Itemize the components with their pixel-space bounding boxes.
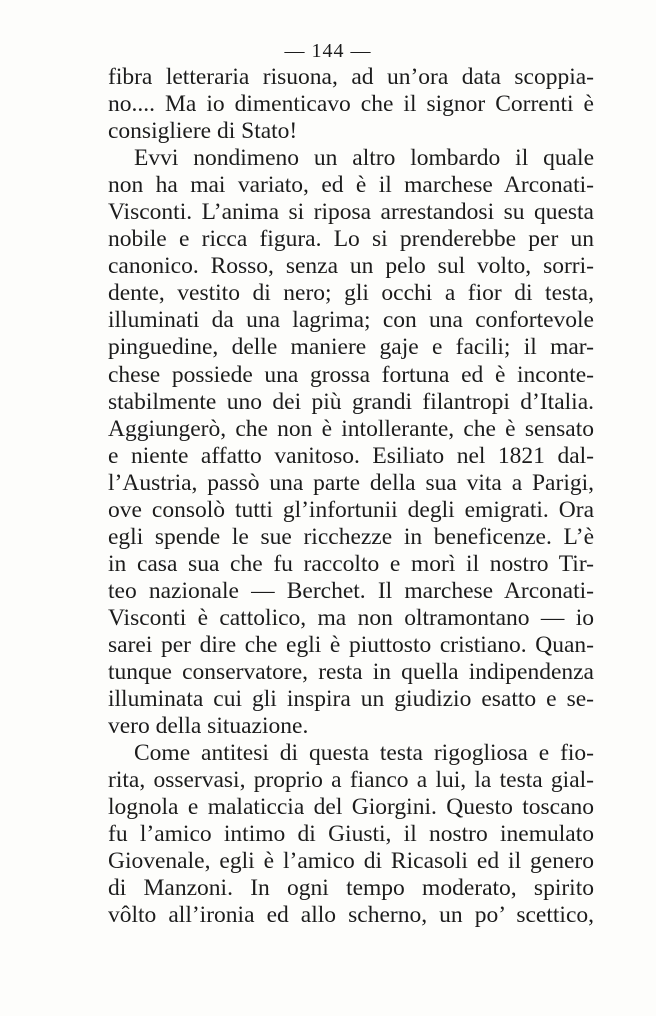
- text-line: Aggiungerò, che non è intollerante, che è sensato: [108, 415, 594, 442]
- text-line: dente, vestito di nero; gli occhi a fior di testa,: [108, 280, 594, 307]
- text-line: rita, osservasi, proprio a fianco a lui, la testa gial-: [108, 767, 594, 794]
- text-line: vero della situazione.: [108, 713, 309, 740]
- text-line: tunque conservatore, resta in quella indipendenza: [108, 659, 594, 686]
- text-line: illuminati da una lagrima; con una confortevole: [108, 307, 594, 334]
- text-line: in casa sua che fu raccolto e morì il nostro Tir-: [108, 550, 594, 577]
- text-line: lognola e malaticcia del Giorgini. Questo toscano: [108, 794, 594, 821]
- text-line: pinguedine, delle maniere gaje e facili; il mar-: [108, 334, 594, 361]
- text-line: Come antitesi di questa testa rigogliosa e fio-: [134, 740, 594, 767]
- text-line: Visconti è cattolico, ma non oltramontano — io: [108, 604, 594, 631]
- text-line: fu l’amico intimo di Giusti, il nostro inemulato: [108, 821, 594, 848]
- page-number: — 144 —: [284, 40, 372, 62]
- text-line: stabilmente uno dei più grandi filantropi d’Italia.: [108, 388, 594, 415]
- text-line: egli spende le sue ricchezze in beneficenze. L’è: [108, 523, 594, 550]
- text-line: fibra letteraria risuona, ad un’ora data scoppia-: [108, 64, 594, 90]
- text-line: vôlto all’ironia ed allo scherno, un po’ scettico,: [108, 902, 594, 929]
- text-line: l’Austria, passò una parte della sua vita a Parigi,: [108, 469, 594, 496]
- text-line: illuminata cui gli inspira un giudizio esatto e se-: [108, 686, 594, 713]
- text-line: sarei per dire che egli è piuttosto cristiano. Quan-: [108, 631, 594, 658]
- text-line: di Manzoni. In ogni tempo moderato, spirito: [108, 875, 594, 902]
- text-line: no.... Ma io dimenticavo che il signor Correnti è: [108, 91, 594, 118]
- text-line: ove consolò tutti gl’infortunii degli emigrati. Ora: [108, 496, 594, 523]
- text-line: consigliere di Stato!: [108, 118, 298, 145]
- text-line: teo nazionale — Berchet. Il marchese Arconati-: [108, 577, 594, 604]
- body-text: [108, 64, 594, 930]
- text-line: nobile e ricca figura. Lo si prenderebbe per un: [108, 226, 594, 253]
- text-line: e niente affatto vanitoso. Esiliato nel 1821 dal-: [108, 442, 594, 469]
- text-line: Evvi nondimeno un altro lombardo il quale: [134, 145, 594, 172]
- text-line: chese possiede una grossa fortuna ed è inconte-: [108, 361, 594, 388]
- text-line: canonico. Rosso, senza un pelo sul volto, sorri-: [108, 253, 594, 280]
- text-line: Giovenale, egli è l’amico di Ricasoli ed il genero: [108, 848, 594, 875]
- text-line: non ha mai variato, ed è il marchese Arconati-: [108, 172, 594, 199]
- text-line: Visconti. L’anima si riposa arrestandosi su questa: [108, 199, 594, 226]
